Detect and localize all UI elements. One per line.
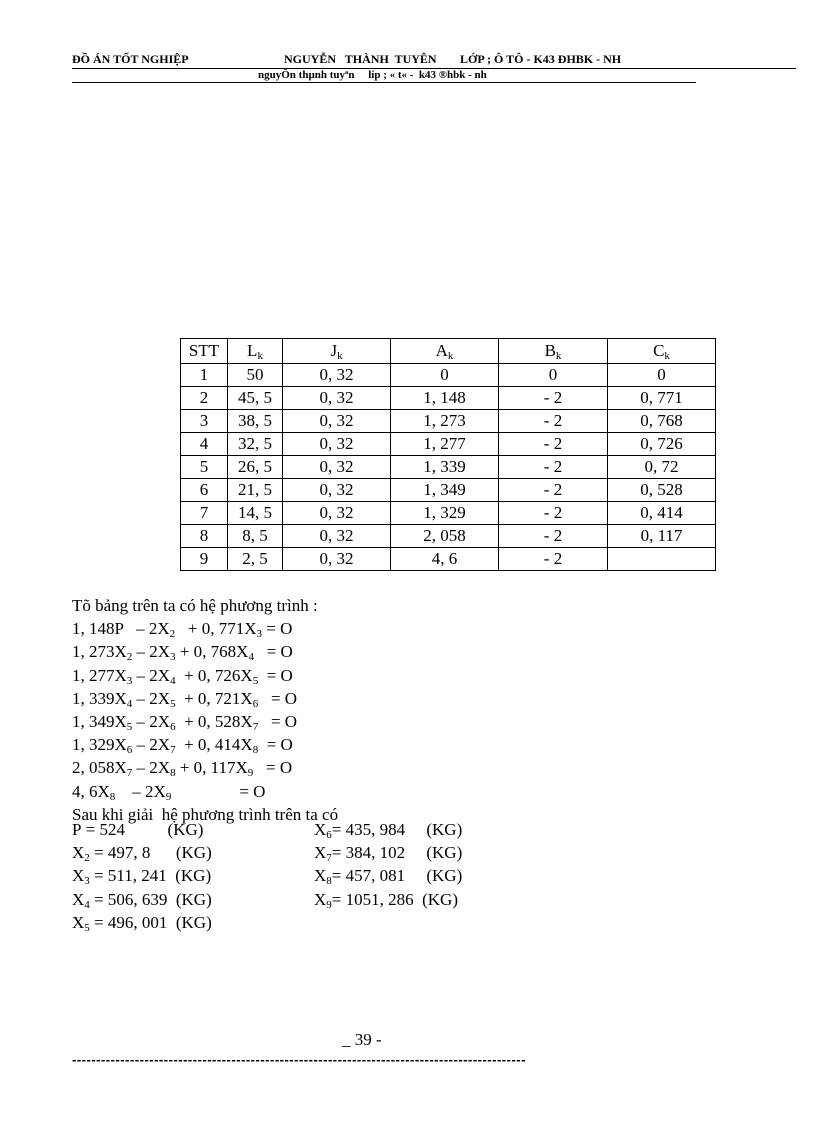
table-cell: - 2 bbox=[499, 387, 608, 410]
table-cell: - 2 bbox=[499, 548, 608, 571]
table-cell: 1, 277 bbox=[391, 433, 499, 456]
table-row bbox=[181, 479, 716, 502]
table-row bbox=[181, 456, 716, 479]
table-cell: 45, 5 bbox=[228, 387, 283, 410]
table-cell: 0 bbox=[608, 364, 716, 387]
result-line: $X_5 = 496$, 001 (KG) bbox=[72, 912, 212, 934]
table-cell: 0, 32 bbox=[283, 525, 391, 548]
table-cell: 0, 32 bbox=[283, 548, 391, 571]
equation-line: 1, $329X_6 - 2X_7 + 0$, $414X_8 = O$ bbox=[72, 735, 293, 757]
header-stt: STT bbox=[181, 339, 228, 364]
table-cell: 6 bbox=[181, 479, 228, 502]
table-cell: 0, 771 bbox=[608, 387, 716, 410]
header-garbled: nguyÔn thµnh tuyªn líp ; « t« - k43 ®hbk - nh bbox=[258, 69, 487, 81]
table-cell: 0 bbox=[499, 364, 608, 387]
table-cell: 26, 5 bbox=[228, 456, 283, 479]
result-line: $X_2 = 497$, 8 (KG) bbox=[72, 843, 212, 865]
result-line: $X_9= 1051$, 286 (KG) bbox=[314, 889, 458, 911]
page-header bbox=[72, 52, 796, 69]
coefficient-table bbox=[180, 338, 716, 571]
table-cell: 38, 5 bbox=[228, 410, 283, 433]
table-cell: 0, 32 bbox=[283, 387, 391, 410]
table-cell: 0, 32 bbox=[283, 410, 391, 433]
page-number: _ 39 - bbox=[342, 1030, 382, 1049]
header-right: LỚP ; Ô TÔ - K43 ĐHBK - NH bbox=[460, 52, 622, 66]
header-center: NGUYỄN THÀNH TUYÊN bbox=[284, 52, 437, 66]
table-cell: 21, 5 bbox=[228, 479, 283, 502]
table-cell: - 2 bbox=[499, 456, 608, 479]
footer-rule: ---------------------------------------------------------------------------------------------- bbox=[72, 1052, 526, 1067]
header-b: $B_k$ bbox=[499, 339, 608, 364]
table-cell: 7 bbox=[181, 502, 228, 525]
header-l: $L_k$ bbox=[228, 339, 283, 364]
page-subheader bbox=[72, 70, 696, 83]
table-cell: 5 bbox=[181, 456, 228, 479]
result-line: $X_7= 384$, 102 (KG) bbox=[314, 843, 463, 865]
table-cell: 2, 058 bbox=[391, 525, 499, 548]
table-cell: - 2 bbox=[499, 410, 608, 433]
table-cell: - 2 bbox=[499, 525, 608, 548]
table-row bbox=[181, 410, 716, 433]
table-cell: 0, 768 bbox=[608, 410, 716, 433]
table-cell: 14, 5 bbox=[228, 502, 283, 525]
table-cell: 0, 528 bbox=[608, 479, 716, 502]
table-cell: 0, 72 bbox=[608, 456, 716, 479]
table-cell: 1, 349 bbox=[391, 479, 499, 502]
table-cell: 0, 32 bbox=[283, 456, 391, 479]
table-cell: 1, 148 bbox=[391, 387, 499, 410]
solve-text: Sau khi giải hệ phương trình trên ta có bbox=[72, 804, 339, 824]
table-row bbox=[181, 502, 716, 525]
table-cell: 0 bbox=[391, 364, 499, 387]
table-row bbox=[181, 548, 716, 571]
result-line: $X_6= 435$, 984 (KG) bbox=[314, 820, 463, 841]
table-cell: 32, 5 bbox=[228, 433, 283, 456]
header-c: $C_k$ bbox=[608, 339, 716, 364]
table-cell: 1, 329 bbox=[391, 502, 499, 525]
equation-line: 2, $058X_7 - 2X_8 + 0$, $117X_9 = O$ bbox=[72, 758, 293, 780]
table-cell: 0, 726 bbox=[608, 433, 716, 456]
body-text bbox=[72, 594, 338, 826]
result-line: $X_4 = 506$, 639 (KG) bbox=[72, 889, 212, 911]
equation-line: 1, $273X_2 - 2X_3 + 0$, $768X_4 = O$ bbox=[72, 642, 293, 664]
table-cell: 0, 414 bbox=[608, 502, 716, 525]
table-cell: 0, 117 bbox=[608, 525, 716, 548]
table-cell: 2 bbox=[181, 387, 228, 410]
equation-line: 1, $339X_4 - 2X_5 + 0$, $721X_6 = O$ bbox=[72, 688, 298, 710]
intro-text: Tõ bảng trên ta có hệ phương trình : bbox=[72, 596, 318, 615]
table-cell: 0, 32 bbox=[283, 433, 391, 456]
result-line: $X_3 = 511$, 241 (KG) bbox=[72, 866, 212, 888]
equation-line: 1, $148P - 2X_2 + 0$, $771X_3 = O$ bbox=[72, 619, 293, 641]
table-row bbox=[181, 364, 716, 387]
table-cell: 8 bbox=[181, 525, 228, 548]
result-line: $X_8= 457$, 081 (KG) bbox=[314, 866, 463, 888]
table-row bbox=[181, 387, 716, 410]
table-row bbox=[181, 433, 716, 456]
table-cell: - 2 bbox=[499, 433, 608, 456]
table-cell: 1 bbox=[181, 364, 228, 387]
table-cell: 4, 6 bbox=[391, 548, 499, 571]
table-cell bbox=[608, 548, 716, 571]
table-cell: 1, 339 bbox=[391, 456, 499, 479]
table-cell: - 2 bbox=[499, 502, 608, 525]
table-cell: 0, 32 bbox=[283, 364, 391, 387]
table-cell: 50 bbox=[228, 364, 283, 387]
equation-list bbox=[72, 617, 338, 803]
result-line: P = 524 (KG) bbox=[72, 820, 204, 839]
table-cell: - 2 bbox=[499, 479, 608, 502]
header-left: ĐỒ ÁN TỐT NGHIỆP bbox=[72, 52, 189, 66]
table-cell: 1, 273 bbox=[391, 410, 499, 433]
table-cell: 2, 5 bbox=[228, 548, 283, 571]
equation-line: 4, $6X_8$ – $2X_9$ = O bbox=[72, 781, 266, 803]
table-header-row bbox=[181, 339, 716, 364]
table-cell: 0, 32 bbox=[283, 502, 391, 525]
table-row bbox=[181, 525, 716, 548]
header-j: $J_k$ bbox=[283, 339, 391, 364]
header-a: $A_k$ bbox=[391, 339, 499, 364]
table-cell: 9 bbox=[181, 548, 228, 571]
table-cell: 8, 5 bbox=[228, 525, 283, 548]
equation-line: 1, $277X_3 - 2X_4 + 0$, $726X_5 = O$ bbox=[72, 665, 293, 687]
table-cell: 3 bbox=[181, 410, 228, 433]
table-cell: 0, 32 bbox=[283, 479, 391, 502]
equation-line: 1, $349X_5 - 2X_6 + 0$, $528X_7 = O$ bbox=[72, 711, 298, 733]
table-cell: 4 bbox=[181, 433, 228, 456]
